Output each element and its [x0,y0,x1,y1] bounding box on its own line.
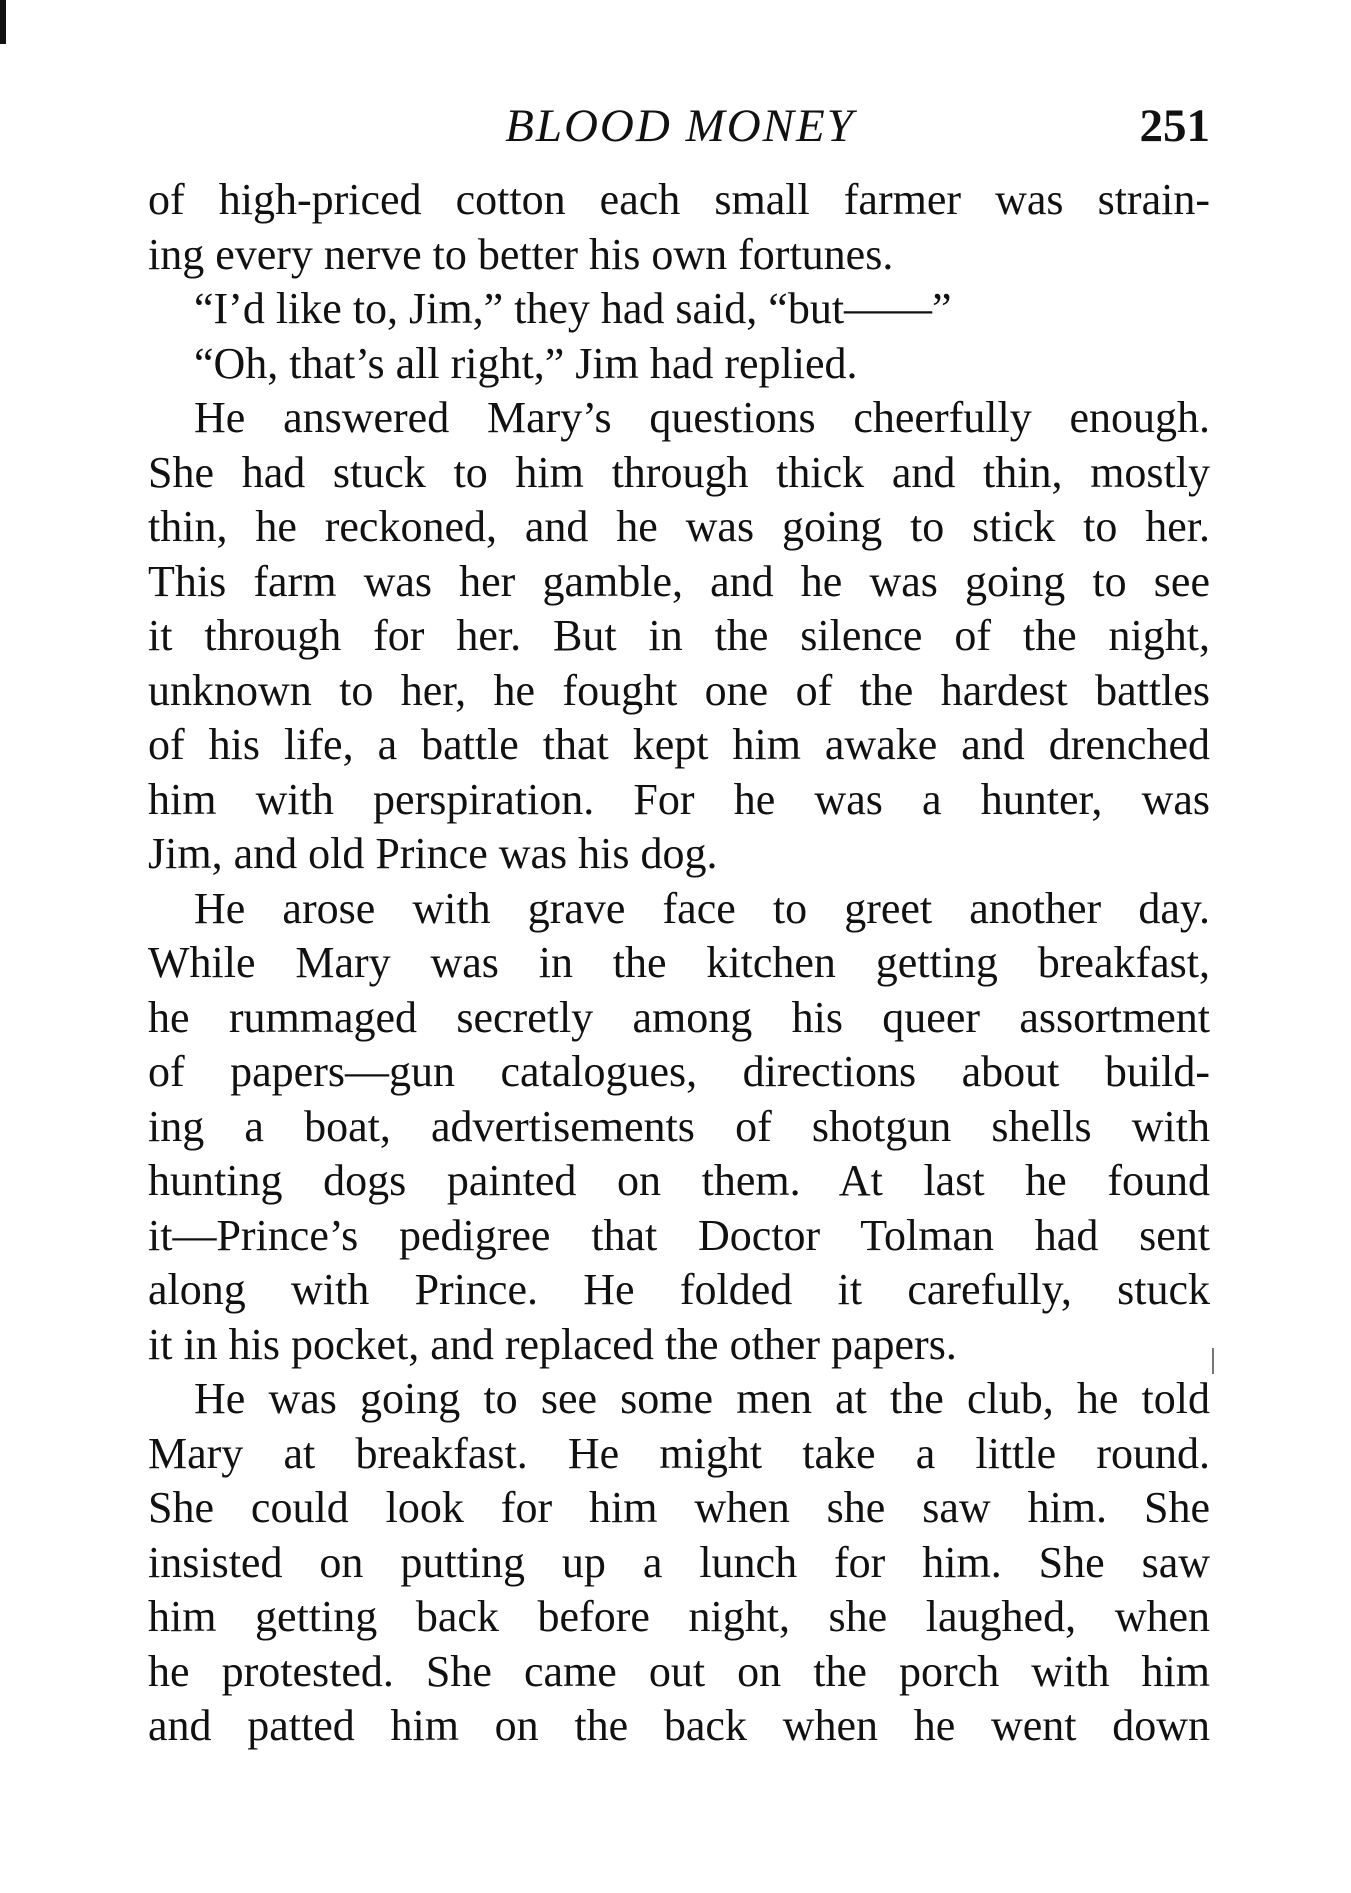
text-line: of papers—gun catalogues, directions about build- [148,1047,1210,1096]
text-line: he rummaged secretly among his queer assortment [148,992,1210,1042]
text-line: He arose with grave face to greet another day. [194,883,1210,933]
text-line: hunting dogs painted on them. At last he found [148,1156,1210,1205]
text-line: him with perspiration. For he was a hunter, was [148,774,1210,824]
text-line: he protested. She came out on the porch with him [148,1646,1210,1696]
text-line: insisted on putting up a lunch for him. She saw [148,1537,1210,1587]
text-line: This farm was her gamble, and he was going to see [148,556,1210,606]
text-line: He answered Mary’s questions cheerfully enough. [194,393,1210,442]
body-text [148,173,1210,1754]
text-line: and patted him on the back when he went down [148,1701,1210,1750]
text-line: “I’d like to, Jim,” they had said, “but——” [194,284,952,333]
page-number: 251 [1139,100,1210,152]
text-line: of his life, a battle that kept him awake and drenched [148,720,1210,769]
text-line: “Oh, that’s all right,” Jim had replied. [194,338,858,388]
text-line: Mary at breakfast. He might take a little round. [148,1428,1210,1478]
text-line: He was going to see some men at the club, he told [194,1374,1210,1423]
scan-edge-mark [0,0,6,44]
margin-mark [1212,1348,1214,1374]
text-line: it—Prince’s pedigree that Doctor Tolman had sent [148,1210,1210,1260]
text-line: She had stuck to him through thick and thin, mostly [148,447,1210,497]
text-line: While Mary was in the kitchen getting breakfast, [148,938,1210,987]
running-head [150,96,1210,156]
text-line: Jim, and old Prince was his dog. [148,829,718,878]
text-line: unknown to her, he fought one of the hardest battles [148,665,1210,715]
text-line: thin, he reckoned, and he was going to stick to her. [148,502,1210,551]
text-line: ing a boat, advertisements of shotgun shells with [148,1101,1210,1151]
text-line: of high-priced cotton each small farmer was strain- [148,175,1210,224]
text-line: it in his pocket, and replaced the other papers. [148,1319,957,1369]
text-line: ing every nerve to better his own fortunes. [148,229,894,279]
running-title: BLOOD MONEY [505,100,855,152]
text-line: She could look for him when she saw him. She [148,1483,1210,1532]
text-line: it through for her. But in the silence of the night, [148,611,1210,660]
text-line: along with Prince. He folded it carefully, stuck [148,1265,1210,1314]
text-line: him getting back before night, she laughed, when [148,1592,1210,1641]
